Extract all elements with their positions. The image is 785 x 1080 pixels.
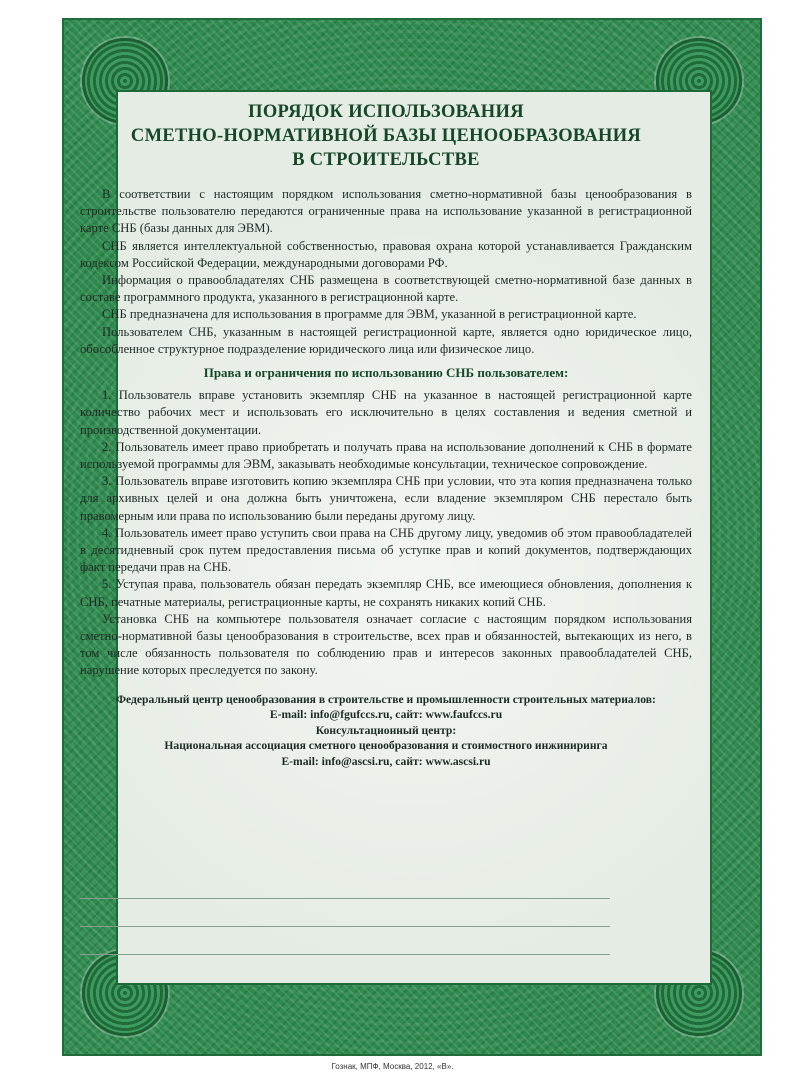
title-line: ПОРЯДОК ИСПОЛЬЗОВАНИЯ — [248, 102, 524, 122]
rights-paragraph: 2. Пользователь имеет право приобретать и получать права на использование дополнений к СНБ в формате используемой программы для ЭВМ, заказывать необходимые консультации, техническое сопровождение. — [80, 439, 692, 472]
page-title — [80, 100, 692, 172]
rights-paragraph: 1. Пользователь вправе установить экземпляр СНБ на указанное в настоящей регистрационной карте количество рабочих мест и использовать его исключительно в целях составления и ведения сметной и производственной документации. — [80, 388, 692, 437]
document-content — [80, 22, 692, 902]
footer-line: Консультационный центр: — [315, 723, 457, 737]
footer-line: E-mail: info@ascsi.ru, сайт: www.ascsi.ru — [281, 754, 491, 768]
document-body — [80, 186, 692, 680]
intro-paragraph: СНБ является интеллектуальной собственностью, правовая охрана которой устанавливается Гражданским кодексом Российской Федерации, международными договорами РФ. — [80, 238, 692, 270]
intro-paragraph: Пользователем СНБ, указанным в настоящей регистрационной карте, является одно юридическое лицо, обособленное структурное подразделение юридического лица или физическое лицо. — [80, 324, 692, 356]
title-line: СМЕТНО-НОРМАТИВНОЙ БАЗЫ ЦЕНООБРАЗОВАНИЯ — [130, 126, 642, 146]
blank-line — [80, 954, 610, 955]
blank-line — [80, 926, 610, 927]
rights-paragraph: 5. Уступая права, пользователь обязан передать экземпляр СНБ, все имеющиеся обновления, дополнения к СНБ, печатные материалы, регистрационные карты, не сохранять никаких копий СНБ. — [80, 577, 692, 609]
contacts-block — [80, 692, 692, 770]
blank-line — [80, 898, 610, 899]
printer-mark: Гознак, МПФ, Москва, 2012, «В». — [331, 1062, 454, 1071]
title-line: В СТРОИТЕЛЬСТВЕ — [292, 150, 480, 170]
intro-paragraph: Информация о правообладателях СНБ размещена в соответствующей сметно-нормативной базе данных в составе программного продукта, указанного в регистрационной карте. — [80, 273, 692, 305]
rights-heading: Права и ограничения по использованию СНБ пользователем: — [203, 365, 569, 381]
intro-paragraph: СНБ предназначена для использования в программе для ЭВМ, указанной в регистрационной карте. — [102, 307, 637, 322]
rights-paragraph: 3. Пользователь вправе изготовить копию экземпляра СНБ при условии, что эта копия предназначена только для архивных целей и она должна быть уничтожена, если владение экземпляром СНБ перестало быть правомерным или права по использованию были переданы другому лицу. — [80, 474, 692, 523]
rights-paragraph: 4. Пользователь имеет право уступить свои права на СНБ другому лицу, уведомив об этом правообладателей в десятидневный срок путем предоставления письма об уступке прав и копий документов, подтверждающих факт передачи прав на СНБ. — [80, 525, 692, 575]
footer-line: Федеральный центр ценообразования в строительстве и промышленности строительных материалов: — [116, 692, 656, 706]
intro-paragraph: В соответствии с настоящим порядком использования сметно-нормативной базы ценообразования в строительстве пользователю передаются ограниченные права на использование указанной в регистрационной карте СНБ (базы данных для ЭВМ). — [80, 187, 692, 236]
rights-paragraph: Установка СНБ на компьютере пользователя означает согласие с настоящим порядком использования сметно-нормативной базы ценообразования в строительстве, всех прав и обязанностей, вытекающих из него, в том числе обязанность пользователя по соблюдению прав и интересов законных правообладателей СНБ, нарушение которых преследуется по закону. — [80, 611, 692, 678]
footer-line: Национальная ассоциация сметного ценообразования и стоимостного инжиниринга — [164, 739, 608, 753]
footer-line: E-mail: info@fgufccs.ru, сайт: www.faufccs.ru — [269, 708, 503, 722]
